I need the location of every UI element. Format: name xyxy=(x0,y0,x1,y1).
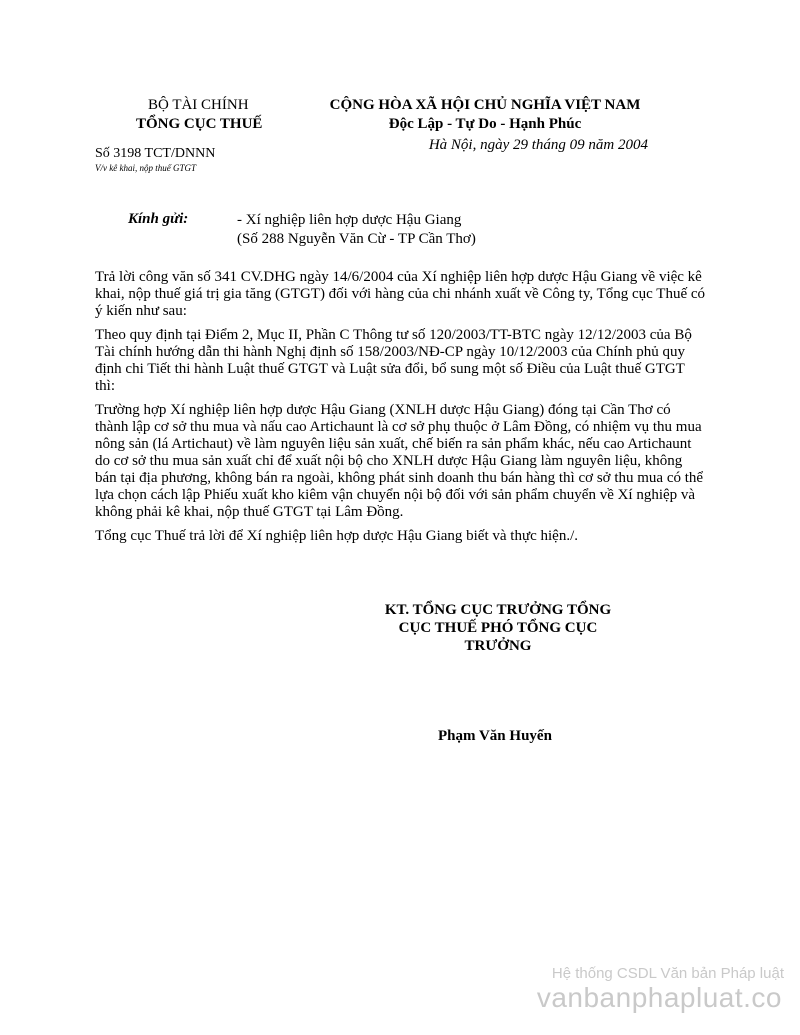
date-place: Hà Nội, ngày 29 tháng 09 năm 2004 xyxy=(428,137,648,153)
watermark-line-1: Hệ thống CSDL Văn bản Pháp luật xyxy=(551,965,784,982)
recipient-block xyxy=(237,211,476,249)
recipient-name: - Xí nghiệp liên hợp dược Hậu Giang xyxy=(237,212,462,228)
recipient-label: Kính gửi: xyxy=(128,211,189,227)
body-paragraph-3: Trường hợp Xí nghiệp liên hợp dược Hậu Giang (XNLH dược Hậu Giang) đóng tại Cần Thơ có thành lập cơ sở thu mua và nấu cao Artichaunt là cơ sở phụ thuộc ở Lâm Đồng, có nhiệm vụ thu mua nông sản (lá Artichaut) về làm nguyên liệu sản xuất, chế biến ra sản phẩm khác, nếu cao Artichaunt do cơ sở thu mua sản xuất chỉ để xuất nội bộ cho XNLH dược Hậu Giang làm nguyên liệu, không bán tại địa phương, không bán ra ngoài, không phát sinh doanh thu bán hàng thì cơ sở thu mua có thể lựa chọn cách lập Phiếu xuất kho kiêm vận chuyển nội bộ đối với sản phẩm chuyển về Xí nghiệp và không phải kê khai, nộp thuế GTGT tại Lâm Đồng. xyxy=(95,402,704,520)
national-motto: Độc Lập - Tự Do - Hạnh Phúc xyxy=(388,116,582,132)
body-paragraph-1: Trả lời công văn số 341 CV.DHG ngày 14/6/2004 của Xí nghiệp liên hợp dược Hậu Giang về việc kê khai, nộp thuế giá trị gia tăng (GTGT) đối với hàng của chi nhánh xuất về Công ty, Tổng cục Thuế có ý kiến như sau: xyxy=(95,269,706,319)
document-number: Số 3198 TCT/DNNN xyxy=(95,146,216,161)
national-header xyxy=(320,97,650,133)
body-paragraph-2: Theo quy định tại Điểm 2, Mục II, Phần C Thông tư số 120/2003/TT-BTC ngày 12/12/2003 của Bộ Tài chính hướng dẫn thi hành Nghị định số 158/2003/NĐ-CP ngày 10/12/2003 của Chính phủ quy định chi Tiết thi hành Luật thuế GTGT và Luật sửa đổi, bổ sung một số Điều của Luật thuế GTGT thì: xyxy=(95,327,692,394)
republic-title: CỘNG HÒA XÃ HỘI CHỦ NGHĨA VIỆT NAM xyxy=(329,97,641,113)
recipient-address: (Số 288 Nguyễn Văn Cừ - TP Cần Thơ) xyxy=(237,231,476,247)
watermark-line-2: vanbanphapluat.co xyxy=(536,982,782,1013)
department-name: TỔNG CỤC THUẾ xyxy=(136,116,263,132)
ministry-name: BỘ TÀI CHÍNH xyxy=(148,97,249,113)
document-subject: V/v kê khai, nộp thuế GTGT xyxy=(95,163,196,173)
document-body xyxy=(95,269,707,552)
signer-name: Phạm Văn Huyến xyxy=(438,728,552,744)
signature-title: KT. TỔNG CỤC TRƯỞNG TỔNG CỤC THUẾ PHÓ TỔNG CỤC TRƯỞNG xyxy=(384,602,612,654)
body-paragraph-4: Tổng cục Thuế trả lời để Xí nghiệp liên hợp dược Hậu Giang biết và thực hiện./. xyxy=(95,528,578,544)
